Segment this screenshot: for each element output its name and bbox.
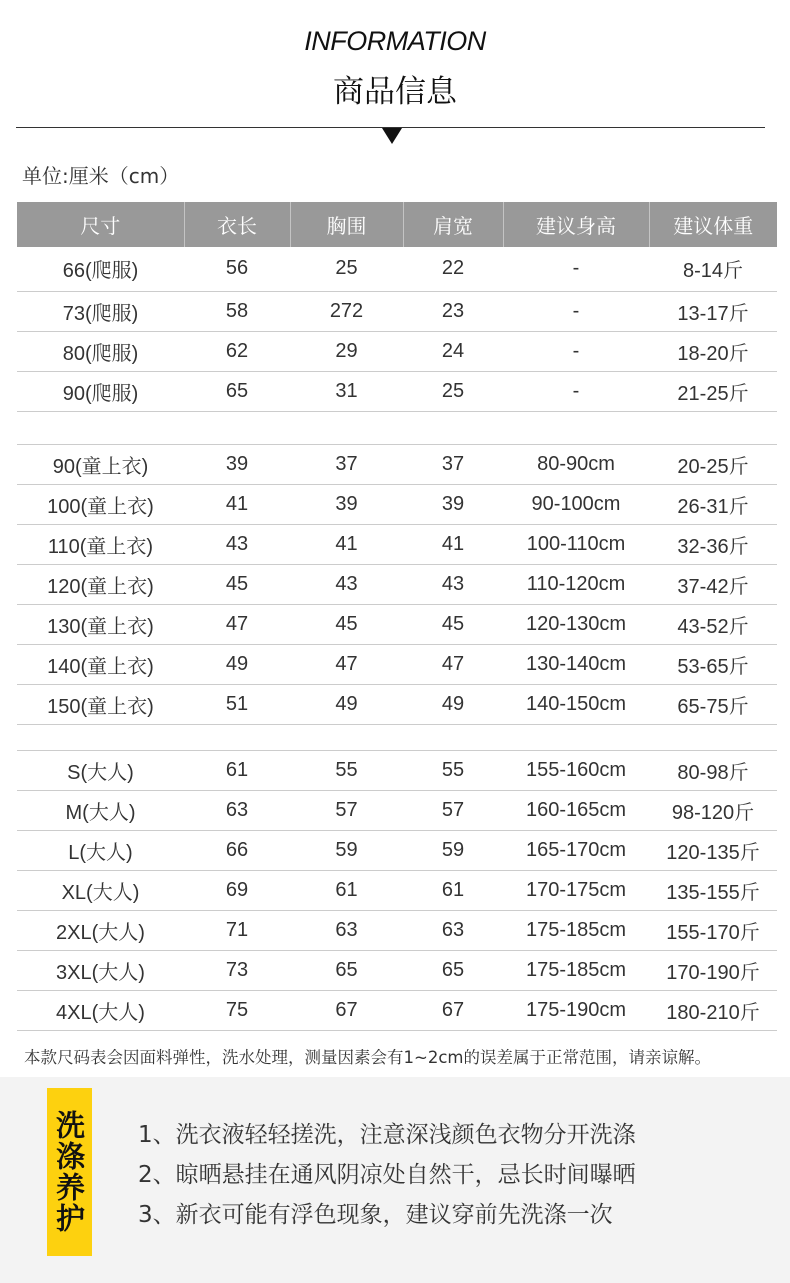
table-cell: 80-90cm xyxy=(503,444,649,484)
table-cell: 59 xyxy=(290,830,403,870)
table-cell: 2XL(大人) xyxy=(17,910,184,950)
wash-care-tag xyxy=(47,1088,92,1256)
table-cell: 160-165cm xyxy=(503,790,649,830)
table-cell: 57 xyxy=(290,790,403,830)
table-cell: 37 xyxy=(290,444,403,484)
table-cell: 51 xyxy=(184,684,290,724)
table-cell: 165-170cm xyxy=(503,830,649,870)
table-cell: 65 xyxy=(403,950,503,990)
table-cell: M(大人) xyxy=(17,790,184,830)
column-header-length: 衣长 xyxy=(184,202,290,247)
table-cell: 73 xyxy=(184,950,290,990)
wash-care-item: 3、新衣可能有浮色现象，建议穿前先洗涤一次 xyxy=(138,1202,613,1228)
table-cell: 170-190斤 xyxy=(649,950,777,990)
table-cell: - xyxy=(503,291,649,331)
table-cell: 175-185cm xyxy=(503,910,649,950)
table-cell: 43 xyxy=(290,564,403,604)
table-row xyxy=(17,830,777,870)
table-row xyxy=(17,910,777,950)
size-table xyxy=(17,202,777,1031)
table-cell: 98-120斤 xyxy=(649,790,777,830)
table-cell: 8-14斤 xyxy=(649,247,777,291)
table-cell: 110(童上衣) xyxy=(17,524,184,564)
table-cell: 41 xyxy=(290,524,403,564)
column-header-weight: 建议体重 xyxy=(649,202,777,247)
table-row xyxy=(17,684,777,724)
table-cell: 69 xyxy=(184,870,290,910)
table-cell: 63 xyxy=(403,910,503,950)
table-cell: 32-36斤 xyxy=(649,524,777,564)
table-cell: 175-185cm xyxy=(503,950,649,990)
table-cell: 100(童上衣) xyxy=(17,484,184,524)
table-cell: 55 xyxy=(290,750,403,790)
table-cell: 45 xyxy=(184,564,290,604)
table-cell: 21-25斤 xyxy=(649,371,777,411)
group-spacer-row xyxy=(17,411,777,444)
table-row xyxy=(17,524,777,564)
table-cell: 80-98斤 xyxy=(649,750,777,790)
table-cell: 47 xyxy=(184,604,290,644)
table-row xyxy=(17,291,777,331)
table-row xyxy=(17,247,777,291)
table-cell: 61 xyxy=(184,750,290,790)
group-spacer-cell xyxy=(17,724,777,750)
table-cell: 37-42斤 xyxy=(649,564,777,604)
table-cell: 61 xyxy=(290,870,403,910)
table-cell: 80(爬服) xyxy=(17,331,184,371)
table-cell: 66(爬服) xyxy=(17,247,184,291)
table-cell: 100-110cm xyxy=(503,524,649,564)
table-cell: 63 xyxy=(290,910,403,950)
table-cell: 25 xyxy=(403,371,503,411)
table-row xyxy=(17,564,777,604)
table-cell: 39 xyxy=(290,484,403,524)
table-cell: 25 xyxy=(290,247,403,291)
wash-care-section xyxy=(0,1077,790,1283)
table-cell: 59 xyxy=(403,830,503,870)
table-cell: 150(童上衣) xyxy=(17,684,184,724)
table-cell: 120(童上衣) xyxy=(17,564,184,604)
table-row xyxy=(17,484,777,524)
table-cell: 41 xyxy=(403,524,503,564)
table-cell: - xyxy=(503,371,649,411)
group-spacer-row xyxy=(17,724,777,750)
table-cell: 56 xyxy=(184,247,290,291)
table-cell: 140(童上衣) xyxy=(17,644,184,684)
table-cell: 110-120cm xyxy=(503,564,649,604)
column-header-size: 尺寸 xyxy=(17,202,184,247)
table-cell: 65-75斤 xyxy=(649,684,777,724)
table-row xyxy=(17,750,777,790)
table-cell: 39 xyxy=(184,444,290,484)
table-cell: 67 xyxy=(403,990,503,1030)
table-cell: 120-130cm xyxy=(503,604,649,644)
table-row xyxy=(17,644,777,684)
wash-care-item: 2、晾晒悬挂在通风阴凉处自然干，忌长时间曝晒 xyxy=(138,1162,636,1188)
table-row xyxy=(17,444,777,484)
table-cell: 67 xyxy=(290,990,403,1030)
table-cell: L(大人) xyxy=(17,830,184,870)
table-cell: 45 xyxy=(290,604,403,644)
wash-care-item: 1、洗衣液轻轻搓洗，注意深浅颜色衣物分开洗涤 xyxy=(138,1122,636,1148)
table-cell: 130-140cm xyxy=(503,644,649,684)
column-header-shoulder: 肩宽 xyxy=(403,202,503,247)
table-cell: 49 xyxy=(184,644,290,684)
wash-care-tag-label: 洗涤养护 xyxy=(52,1110,86,1234)
table-cell: 43 xyxy=(403,564,503,604)
table-row xyxy=(17,950,777,990)
down-arrow-icon xyxy=(382,128,402,144)
unit-label: 单位:厘米（cm） xyxy=(22,164,180,188)
table-cell: 58 xyxy=(184,291,290,331)
table-cell: 45 xyxy=(403,604,503,644)
column-header-height: 建议身高 xyxy=(503,202,649,247)
table-cell: 23 xyxy=(403,291,503,331)
table-cell: 90-100cm xyxy=(503,484,649,524)
title-english: INFORMATION xyxy=(304,26,486,56)
column-header-chest: 胸围 xyxy=(290,202,403,247)
table-row xyxy=(17,331,777,371)
wash-care-list xyxy=(138,1115,636,1235)
table-cell: 49 xyxy=(403,684,503,724)
table-cell: 65 xyxy=(290,950,403,990)
table-cell: 135-155斤 xyxy=(649,870,777,910)
table-cell: 43-52斤 xyxy=(649,604,777,644)
size-note: 本款尺码表会因面料弹性，洗水处理，测量因素会有1~2cm的误差属于正常范围，请亲谅解。 xyxy=(24,1048,711,1067)
table-header-row xyxy=(17,202,777,247)
table-body xyxy=(17,247,777,1030)
table-cell: 272 xyxy=(290,291,403,331)
table-row xyxy=(17,870,777,910)
table-cell: S(大人) xyxy=(17,750,184,790)
table-cell: 39 xyxy=(403,484,503,524)
table-cell: 66 xyxy=(184,830,290,870)
table-cell: 53-65斤 xyxy=(649,644,777,684)
table-cell: 31 xyxy=(290,371,403,411)
table-cell: 47 xyxy=(290,644,403,684)
table-cell: 18-20斤 xyxy=(649,331,777,371)
table-cell: 55 xyxy=(403,750,503,790)
table-cell: 3XL(大人) xyxy=(17,950,184,990)
table-cell: 175-190cm xyxy=(503,990,649,1030)
table-cell: 37 xyxy=(403,444,503,484)
table-cell: 47 xyxy=(403,644,503,684)
table-cell: 24 xyxy=(403,331,503,371)
table-cell: 29 xyxy=(290,331,403,371)
table-cell: XL(大人) xyxy=(17,870,184,910)
group-spacer-cell xyxy=(17,411,777,444)
table-cell: 13-17斤 xyxy=(649,291,777,331)
table-cell: 63 xyxy=(184,790,290,830)
table-cell: 130(童上衣) xyxy=(17,604,184,644)
table-row xyxy=(17,790,777,830)
table-cell: 180-210斤 xyxy=(649,990,777,1030)
table-row xyxy=(17,990,777,1030)
table-cell: 90(童上衣) xyxy=(17,444,184,484)
table-cell: 4XL(大人) xyxy=(17,990,184,1030)
table-cell: 65 xyxy=(184,371,290,411)
table-cell: 62 xyxy=(184,331,290,371)
table-cell: 26-31斤 xyxy=(649,484,777,524)
table-cell: 155-160cm xyxy=(503,750,649,790)
table-cell: 61 xyxy=(403,870,503,910)
table-cell: 41 xyxy=(184,484,290,524)
table-cell: 20-25斤 xyxy=(649,444,777,484)
title-chinese: 商品信息 xyxy=(333,74,457,110)
table-cell: 22 xyxy=(403,247,503,291)
table-cell: 155-170斤 xyxy=(649,910,777,950)
table-cell: 71 xyxy=(184,910,290,950)
table-cell: 75 xyxy=(184,990,290,1030)
header xyxy=(0,0,790,150)
table-cell: 140-150cm xyxy=(503,684,649,724)
table-row xyxy=(17,371,777,411)
table-cell: 43 xyxy=(184,524,290,564)
table-cell: 49 xyxy=(290,684,403,724)
table-row xyxy=(17,604,777,644)
table-cell: 57 xyxy=(403,790,503,830)
table-cell: - xyxy=(503,247,649,291)
table-cell: 170-175cm xyxy=(503,870,649,910)
table-cell: 90(爬服) xyxy=(17,371,184,411)
table-cell: - xyxy=(503,331,649,371)
table-cell: 120-135斤 xyxy=(649,830,777,870)
table-cell: 73(爬服) xyxy=(17,291,184,331)
